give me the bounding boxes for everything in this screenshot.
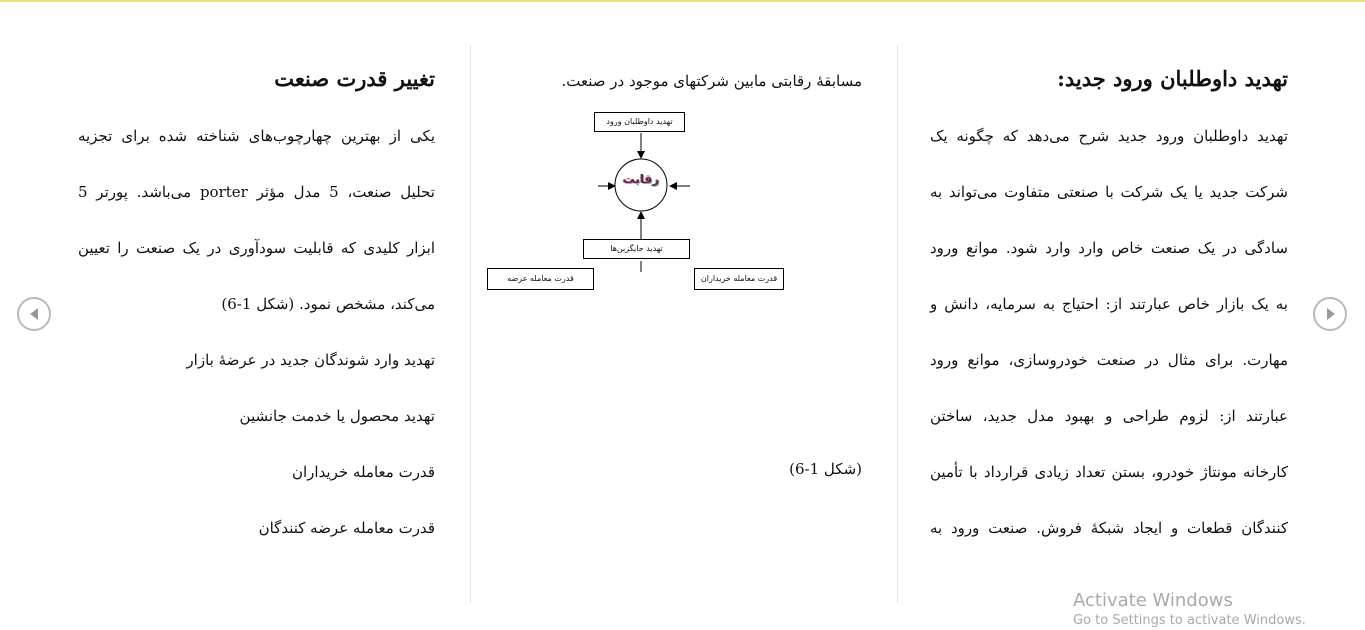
box-substitutes: تهدید جایگزین‌ها xyxy=(583,239,690,259)
paragraph-line: یکی از بهترین چهارچوب‌های شناخته شده برای تجزیه xyxy=(78,127,435,145)
top-accent-line xyxy=(0,0,1365,2)
box-buyer-power: قدرت معامله خریداران xyxy=(694,268,784,290)
column-divider-right xyxy=(897,45,898,603)
watermark-subtitle: Go to Settings to activate Windows. xyxy=(1073,613,1306,628)
box-new-entrants: تهدید داوطلبان ورود xyxy=(594,112,685,132)
activate-windows-watermark xyxy=(1073,590,1306,630)
paragraph-line: کارخانه مونتاژ خودرو، بستن تعداد زیادی قرارداد با تأمین xyxy=(930,463,1288,481)
section-title-new-entrants: تهدید داوطلبان ورود جدید: xyxy=(1057,66,1288,91)
middle-column-intro xyxy=(500,70,862,92)
figure-caption: (شکل 1-6) xyxy=(789,460,862,478)
paragraph-line: به یک بازار خاص عبارتند از: احتیاج به سرمایه، دانش و xyxy=(930,295,1288,313)
paragraph-line: تهدید داوطلبان ورود جدید شرح می‌دهد که چگونه یک xyxy=(930,127,1288,145)
rivalry-label: رقابت xyxy=(622,172,660,186)
chevron-right-icon xyxy=(1315,299,1345,329)
paragraph-line: تحلیل صنعت، 5 مدل مؤثر porter می‌باشد. پورتر 5 xyxy=(78,183,435,201)
right-column xyxy=(930,64,1288,556)
left-column xyxy=(78,64,435,556)
watermark-title: Activate Windows xyxy=(1073,590,1233,611)
list-item: قدرت معامله خریداران xyxy=(291,463,435,481)
paragraph-line: ابزار کلیدی که قابلیت سودآوری در یک صنعت را تعیین xyxy=(78,239,435,257)
next-page-button[interactable] xyxy=(1313,297,1347,331)
paragraph-line: شرکت جدید یا یک شرکت با صنعتی متفاوت می‌تواند به xyxy=(930,183,1288,201)
porter-five-forces-diagram xyxy=(485,108,785,293)
paragraph-line: می‌کند، مشخص نمود. (شکل 1-6) xyxy=(221,295,435,313)
list-item: تهدید محصول یا خدمت جانشین xyxy=(239,407,435,425)
column-divider-left xyxy=(470,45,471,603)
previous-page-button[interactable] xyxy=(17,297,51,331)
section-title-industry-power: تغییر قدرت صنعت xyxy=(274,66,435,91)
paragraph-line: مهارت. برای مثال در صنعت خودروسازی، موانع ورود xyxy=(930,351,1288,369)
box-supplier-power: قدرت معامله عرضه xyxy=(487,268,594,290)
paragraph-line: کنندگان قطعات و ایجاد شبکهٔ فروش. صنعت ورود به xyxy=(930,519,1288,537)
intro-text: مسابقهٔ رقابتی مابین شرکتهای موجود در صنعت. xyxy=(561,72,862,90)
diagram-connectors xyxy=(485,108,785,293)
paragraph-line: سادگی در یک صنعت خاص وارد وارد شود. موانع ورود xyxy=(930,239,1288,257)
right-column-body xyxy=(930,108,1288,556)
paragraph-line: عبارتند از: لزوم طراحی و بهبود مدل جدید، ساختن xyxy=(930,407,1288,425)
chevron-left-icon xyxy=(19,299,49,329)
list-item: تهدید وارد شوندگان جدید در عرضهٔ بازار xyxy=(186,351,435,369)
left-column-body xyxy=(78,108,435,556)
list-item: قدرت معامله عرضه کنندگان xyxy=(258,519,435,537)
